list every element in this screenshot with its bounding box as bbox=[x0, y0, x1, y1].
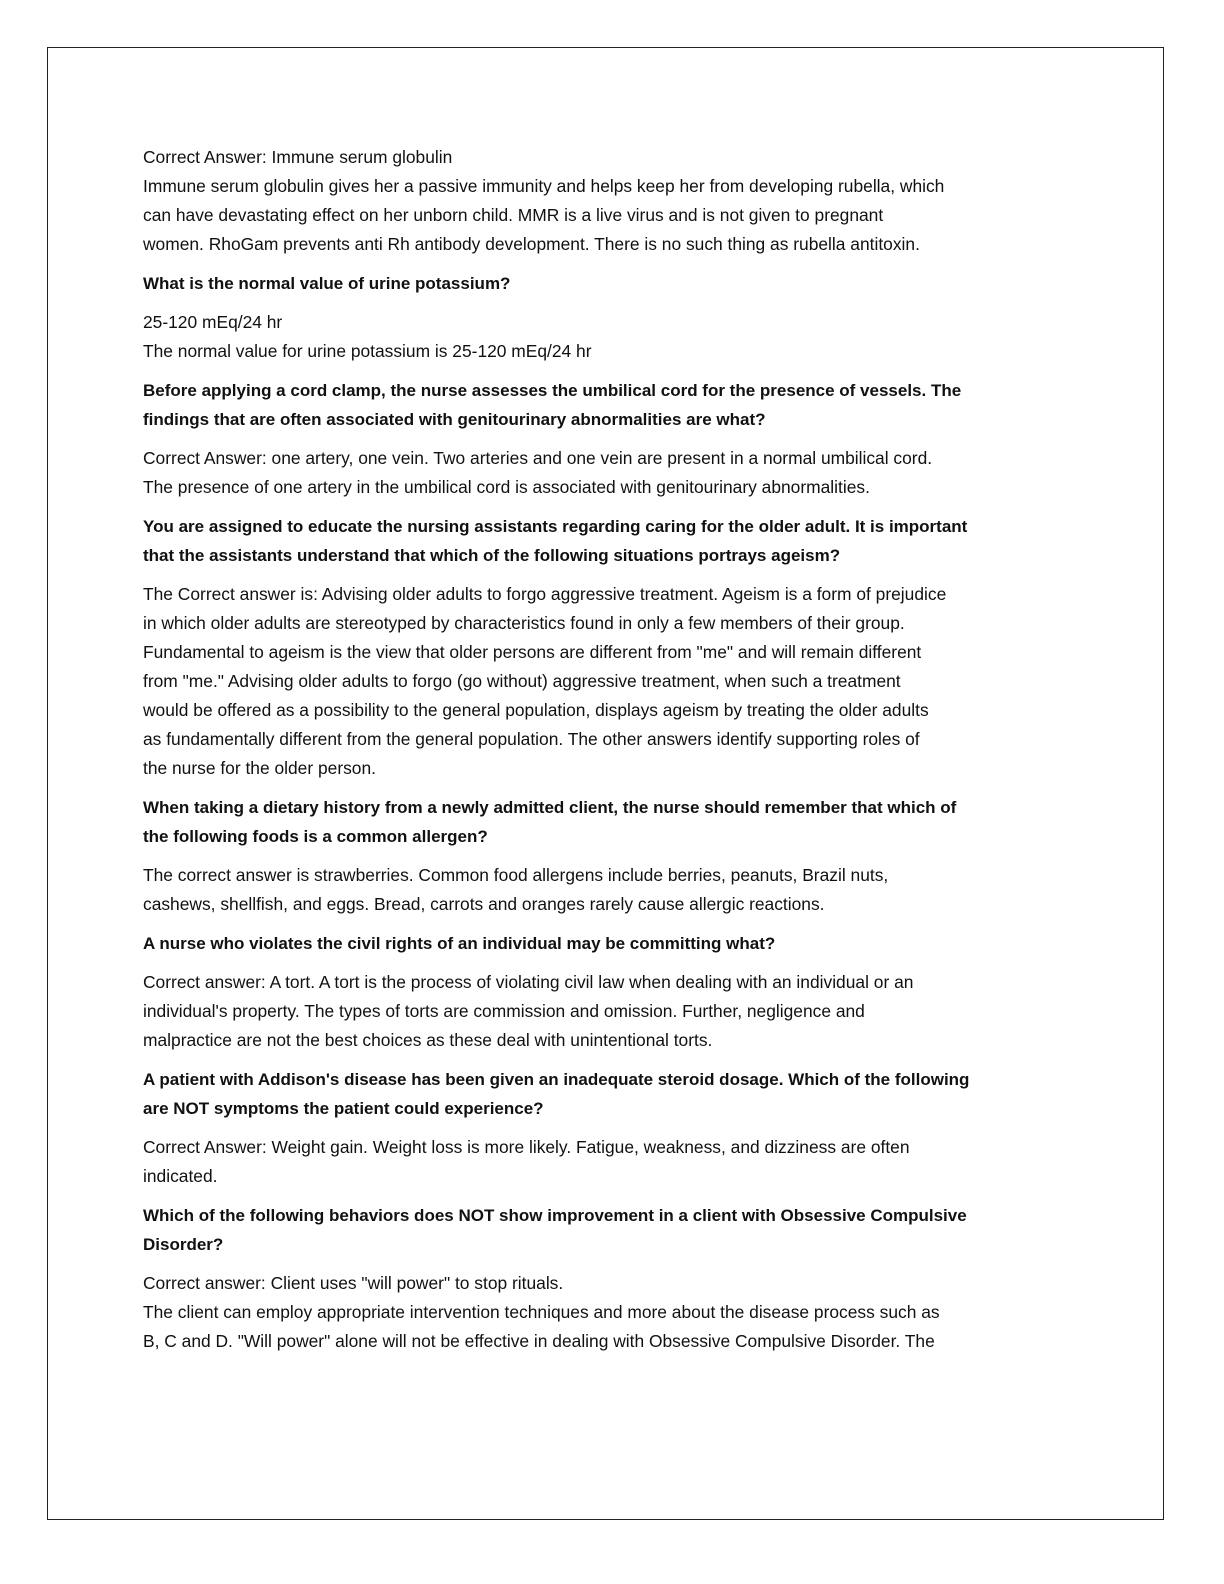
answer-ageism bbox=[143, 580, 1073, 783]
text-line: The normal value for urine potassium is 25-120 mEq/24 hr bbox=[143, 341, 592, 361]
text-line: cashews, shellfish, and eggs. Bread, carrots and oranges rarely cause allergic reactions. bbox=[143, 894, 825, 914]
text-line: are NOT symptoms the patient could experience? bbox=[143, 1099, 544, 1118]
question-cord-clamp bbox=[143, 376, 1073, 434]
text-line: 25-120 mEq/24 hr bbox=[143, 312, 283, 332]
text-line: the following foods is a common allergen? bbox=[143, 827, 488, 846]
question-addisons bbox=[143, 1065, 1073, 1123]
text-line: Correct Answer: Weight gain. Weight loss is more likely. Fatigue, weakness, and dizziness are often bbox=[143, 1137, 910, 1157]
question-ageism bbox=[143, 512, 1073, 570]
text-line: that the assistants understand that which of the following situations portrays ageism? bbox=[143, 546, 841, 565]
question-urine-potassium bbox=[143, 269, 1073, 298]
text-line: individual's property. The types of torts are commission and omission. Further, negligence and bbox=[143, 1001, 865, 1021]
answer-addisons bbox=[143, 1133, 1073, 1191]
text-line: You are assigned to educate the nursing assistants regarding caring for the older adult. It is important bbox=[143, 517, 968, 536]
text-line: Before applying a cord clamp, the nurse assesses the umbilical cord for the presence of vessels. The bbox=[143, 381, 962, 400]
text-line: Immune serum globulin gives her a passive immunity and helps keep her from developing rubella, which bbox=[143, 176, 945, 196]
text-line: malpractice are not the best choices as these deal with unintentional torts. bbox=[143, 1030, 713, 1050]
text-line: The Correct answer is: Advising older adults to forgo aggressive treatment. Ageism is a form of prejudice bbox=[143, 584, 947, 604]
text-line: The client can employ appropriate intervention techniques and more about the disease process such as bbox=[143, 1302, 940, 1322]
text-line: Correct Answer: Immune serum globulin bbox=[143, 147, 453, 167]
text-line: Disorder? bbox=[143, 1235, 224, 1254]
question-ocd bbox=[143, 1201, 1073, 1259]
question-allergen bbox=[143, 793, 1073, 851]
question-civil-rights bbox=[143, 929, 1073, 958]
text-line: A nurse who violates the civil rights of an individual may be committing what? bbox=[143, 934, 776, 953]
text-line: A patient with Addison's disease has been given an inadequate steroid dosage. Which of the following bbox=[143, 1070, 970, 1089]
text-line: The correct answer is strawberries. Common food allergens include berries, peanuts, Brazil nuts, bbox=[143, 865, 889, 885]
text-line: What is the normal value of urine potassium? bbox=[143, 274, 511, 293]
text-line: findings that are often associated with genitourinary abnormalities are what? bbox=[143, 410, 766, 429]
text-line: The presence of one artery in the umbilical cord is associated with genitourinary abnormalities. bbox=[143, 477, 870, 497]
text-line: can have devastating effect on her unborn child. MMR is a live virus and is not given to pregnant bbox=[143, 205, 884, 225]
text-line: Fundamental to ageism is the view that older persons are different from "me" and will remain different bbox=[143, 642, 922, 662]
document-body bbox=[143, 143, 1073, 1366]
text-line: in which older adults are stereotyped by characteristics found in only a few members of their group. bbox=[143, 613, 905, 633]
text-line: as fundamentally different from the general population. The other answers identify supporting roles of bbox=[143, 729, 920, 749]
text-line: the nurse for the older person. bbox=[143, 758, 376, 778]
answer-cord-clamp bbox=[143, 444, 1073, 502]
text-line: B, C and D. "Will power" alone will not be effective in dealing with Obsessive Compulsive Disorder. The bbox=[143, 1331, 935, 1351]
answer-immune-serum-globulin bbox=[143, 143, 1073, 259]
text-line: Correct answer: Client uses "will power" to stop rituals. bbox=[143, 1273, 564, 1293]
answer-urine-potassium bbox=[143, 308, 1073, 366]
text-line: from "me." Advising older adults to forgo (go without) aggressive treatment, when such a treatment bbox=[143, 671, 901, 691]
answer-ocd bbox=[143, 1269, 1073, 1356]
text-line: Correct Answer: one artery, one vein. Two arteries and one vein are present in a normal umbilical cord. bbox=[143, 448, 933, 468]
text-line: Which of the following behaviors does NOT show improvement in a client with Obsessive Compulsive bbox=[143, 1206, 967, 1225]
text-line: indicated. bbox=[143, 1166, 218, 1186]
text-line: women. RhoGam prevents anti Rh antibody development. There is no such thing as rubella antitoxin. bbox=[143, 234, 920, 254]
answer-allergen bbox=[143, 861, 1073, 919]
text-line: When taking a dietary history from a newly admitted client, the nurse should remember that which of bbox=[143, 798, 957, 817]
text-line: would be offered as a possibility to the general population, displays ageism by treating the older adults bbox=[143, 700, 929, 720]
answer-civil-rights bbox=[143, 968, 1073, 1055]
text-line: Correct answer: A tort. A tort is the process of violating civil law when dealing with an individual or an bbox=[143, 972, 914, 992]
